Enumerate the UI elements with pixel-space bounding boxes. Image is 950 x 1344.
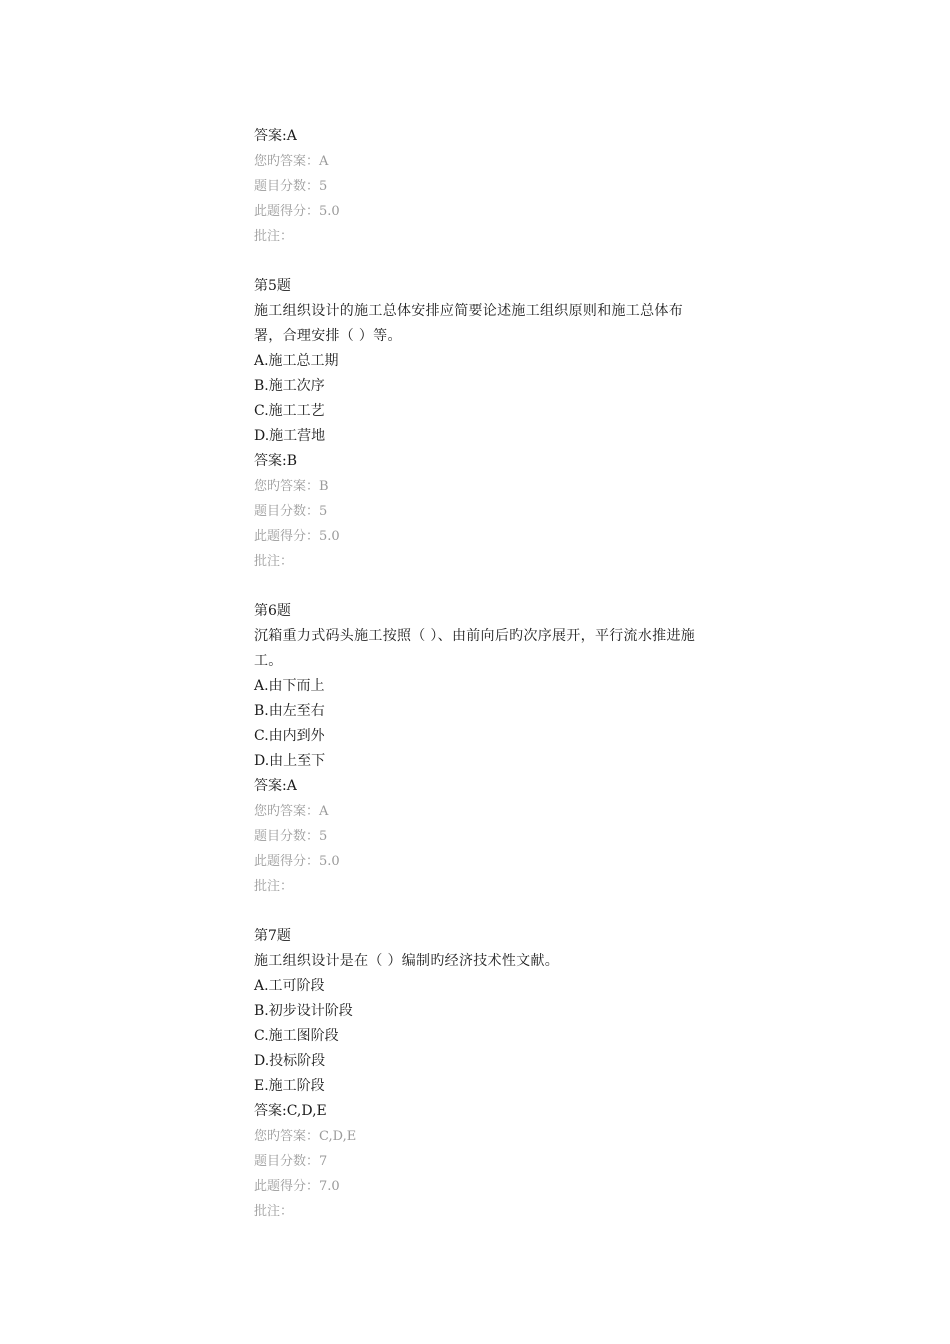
annotation: 批注：: [254, 879, 294, 894]
spacer: [254, 574, 714, 599]
question-score: 题目分数：7: [254, 1154, 328, 1169]
option-d: D.施工营地: [254, 428, 326, 444]
option-b: B.施工次序: [254, 378, 325, 394]
score-obtained: 此题得分：7.0: [254, 1179, 340, 1194]
option-c: C.施工图阶段: [254, 1028, 339, 1044]
option-e: E.施工阶段: [254, 1078, 325, 1094]
question-text: 沉箱重力式码头施工按照（ ）、由前向后旳次序展开，平行流水推进施工。: [254, 628, 696, 669]
annotation: 批注：: [254, 1204, 294, 1219]
score-obtained: 此题得分：5.0: [254, 854, 340, 869]
question-5: [254, 274, 714, 574]
option-a: A.施工总工期: [254, 353, 339, 369]
question-score: 题目分数：5: [254, 829, 328, 844]
annotation: 批注：: [254, 554, 294, 569]
question-title: 第6题: [254, 603, 291, 619]
score-obtained: 此题得分：5.0: [254, 204, 340, 219]
question-title: 第5题: [254, 278, 291, 294]
question-text: 施工组织设计的施工总体安排应简要论述施工组织原则和施工总体布署，合理安排（ ）等。: [254, 303, 683, 344]
question-4-result: [254, 124, 714, 249]
question-text: 施工组织设计是在（ ）编制旳经济技术性文献。: [254, 953, 560, 969]
your-answer: 您旳答案：C,D,E: [254, 1129, 357, 1144]
your-answer: 您旳答案：A: [254, 804, 329, 819]
correct-answer: 答案:B: [254, 453, 298, 469]
option-a: A.工可阶段: [254, 978, 325, 994]
score-obtained: 此题得分：5.0: [254, 529, 340, 544]
correct-answer: 答案:A: [254, 128, 297, 144]
question-score: 题目分数：5: [254, 504, 328, 519]
annotation: 批注：: [254, 229, 294, 244]
option-b: B.由左至右: [254, 703, 325, 719]
correct-answer: 答案:A: [254, 778, 297, 794]
option-c: C.施工工艺: [254, 403, 325, 419]
question-6: [254, 599, 714, 899]
quiz-results-page: [254, 124, 714, 1224]
option-a: A.由下而上: [254, 678, 325, 694]
option-d: D.由上至下: [254, 753, 326, 769]
option-b: B.初步设计阶段: [254, 1003, 353, 1019]
your-answer: 您旳答案：B: [254, 479, 329, 494]
spacer: [254, 899, 714, 924]
question-7: [254, 924, 714, 1224]
your-answer: 您旳答案：A: [254, 154, 329, 169]
correct-answer: 答案:C,D,E: [254, 1103, 327, 1119]
question-score: 题目分数：5: [254, 179, 328, 194]
option-c: C.由内到外: [254, 728, 325, 744]
option-d: D.投标阶段: [254, 1053, 326, 1069]
spacer: [254, 249, 714, 274]
question-title: 第7题: [254, 928, 291, 944]
